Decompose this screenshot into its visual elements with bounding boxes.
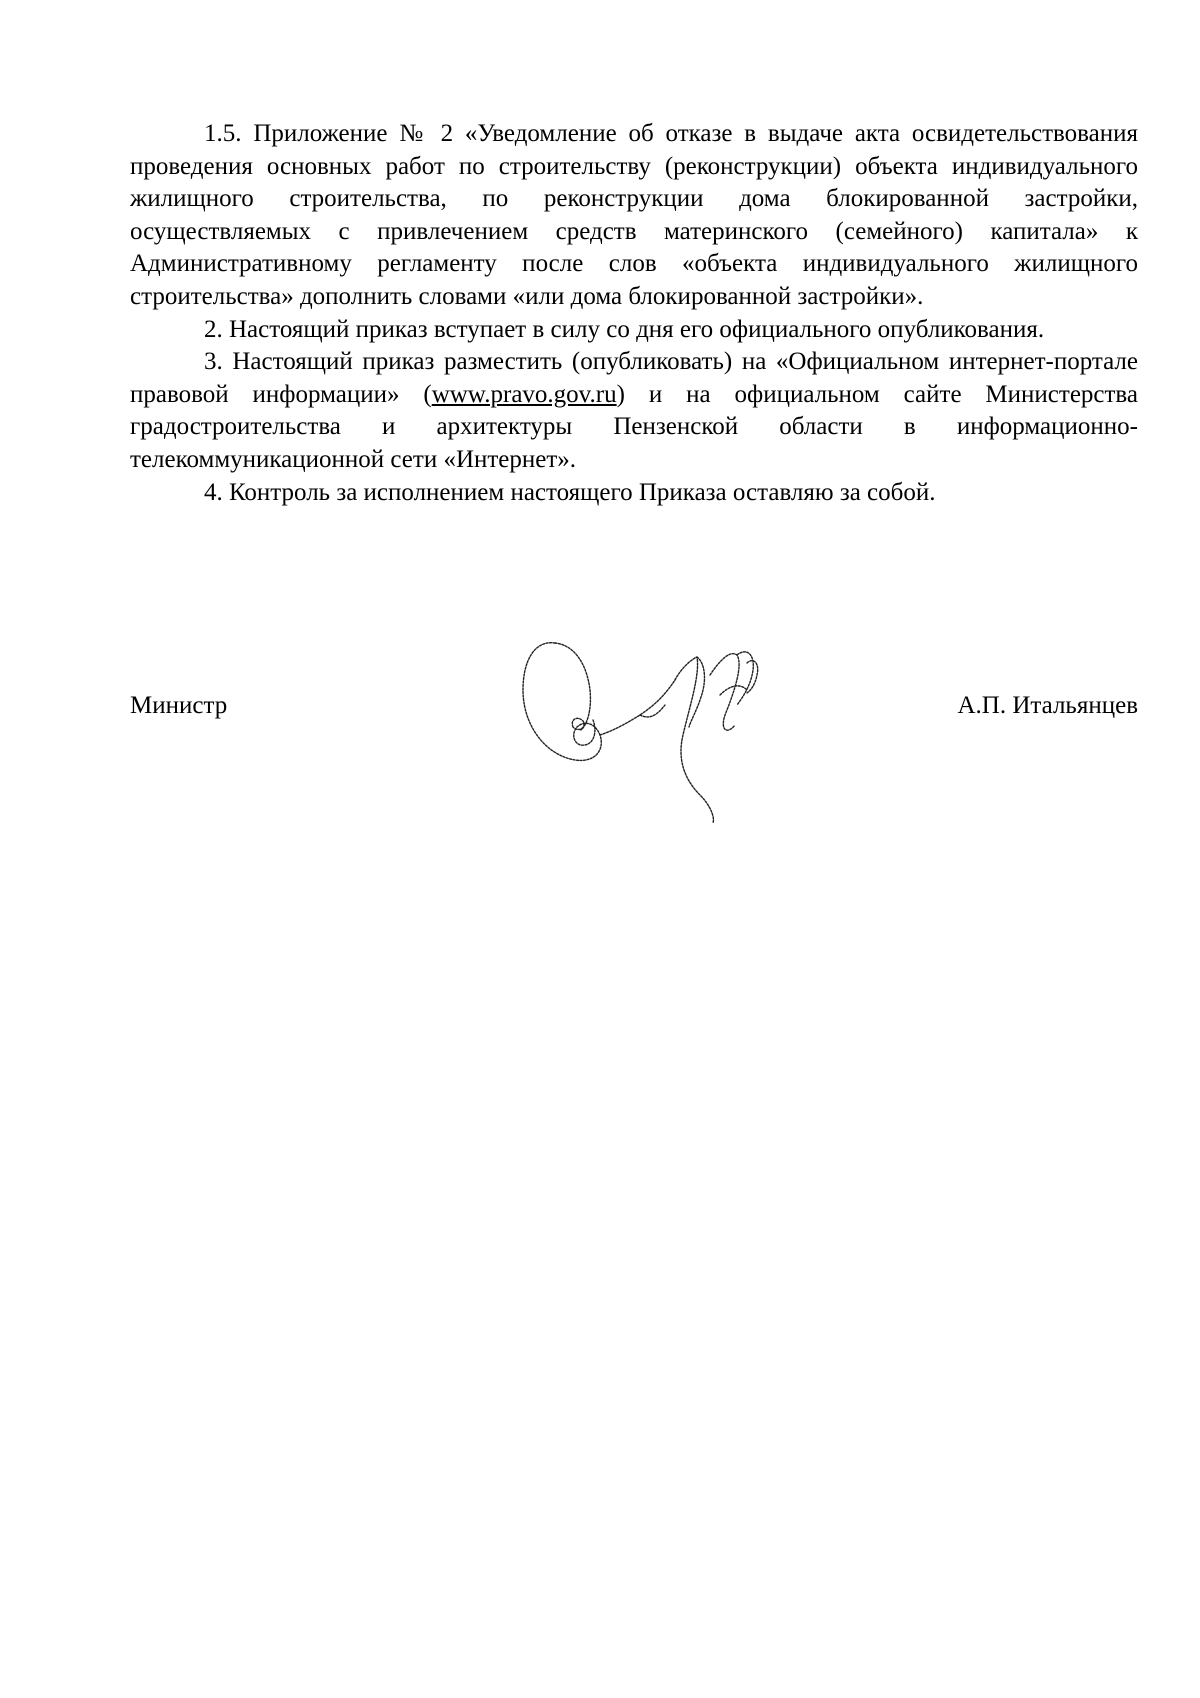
paragraph-3 [130,346,1138,476]
paragraph-3-before-link: 3. Настоящий приказ разместить (опубликовать) на «Официальном интернет-портале правовой информации» ( [130,348,1138,408]
paragraph-1-5: 1.5. Приложение № 2 «Уведомление об отказе в выдаче акта освидетельствования проведения основных работ по строительству (реконструкции) объекта индивидуального жилищного строительства, по реконструкции дома блокированной застройки, осуществляемых с привлечением средств материнского (семейного) капитала» к Административному регламенту после слов «объекта индивидуального жилищного строительства» дополнить словами «или дома блокированной застройки». [130,120,1138,310]
signatory-name: А.П. Итальянцев [957,692,1138,719]
pravo-link[interactable]: www.pravo.gov.ru [431,380,617,408]
paragraph-4: 4. Контроль за исполнением настоящего Приказа оставляю за собой. [204,478,936,506]
paragraph-3-after-link: ) и на официальном сайте Министерства градостроительства и архитектуры Пензенской области в информационно-телекоммуникационной сети «Интернет». [130,380,1139,473]
document-body [130,118,1138,509]
paragraph-2: 2. Настоящий приказ вступает в силу со дня его официального опубликования. [204,315,1045,343]
signatory-title: Министр [130,692,228,719]
handwritten-signature [515,635,785,825]
